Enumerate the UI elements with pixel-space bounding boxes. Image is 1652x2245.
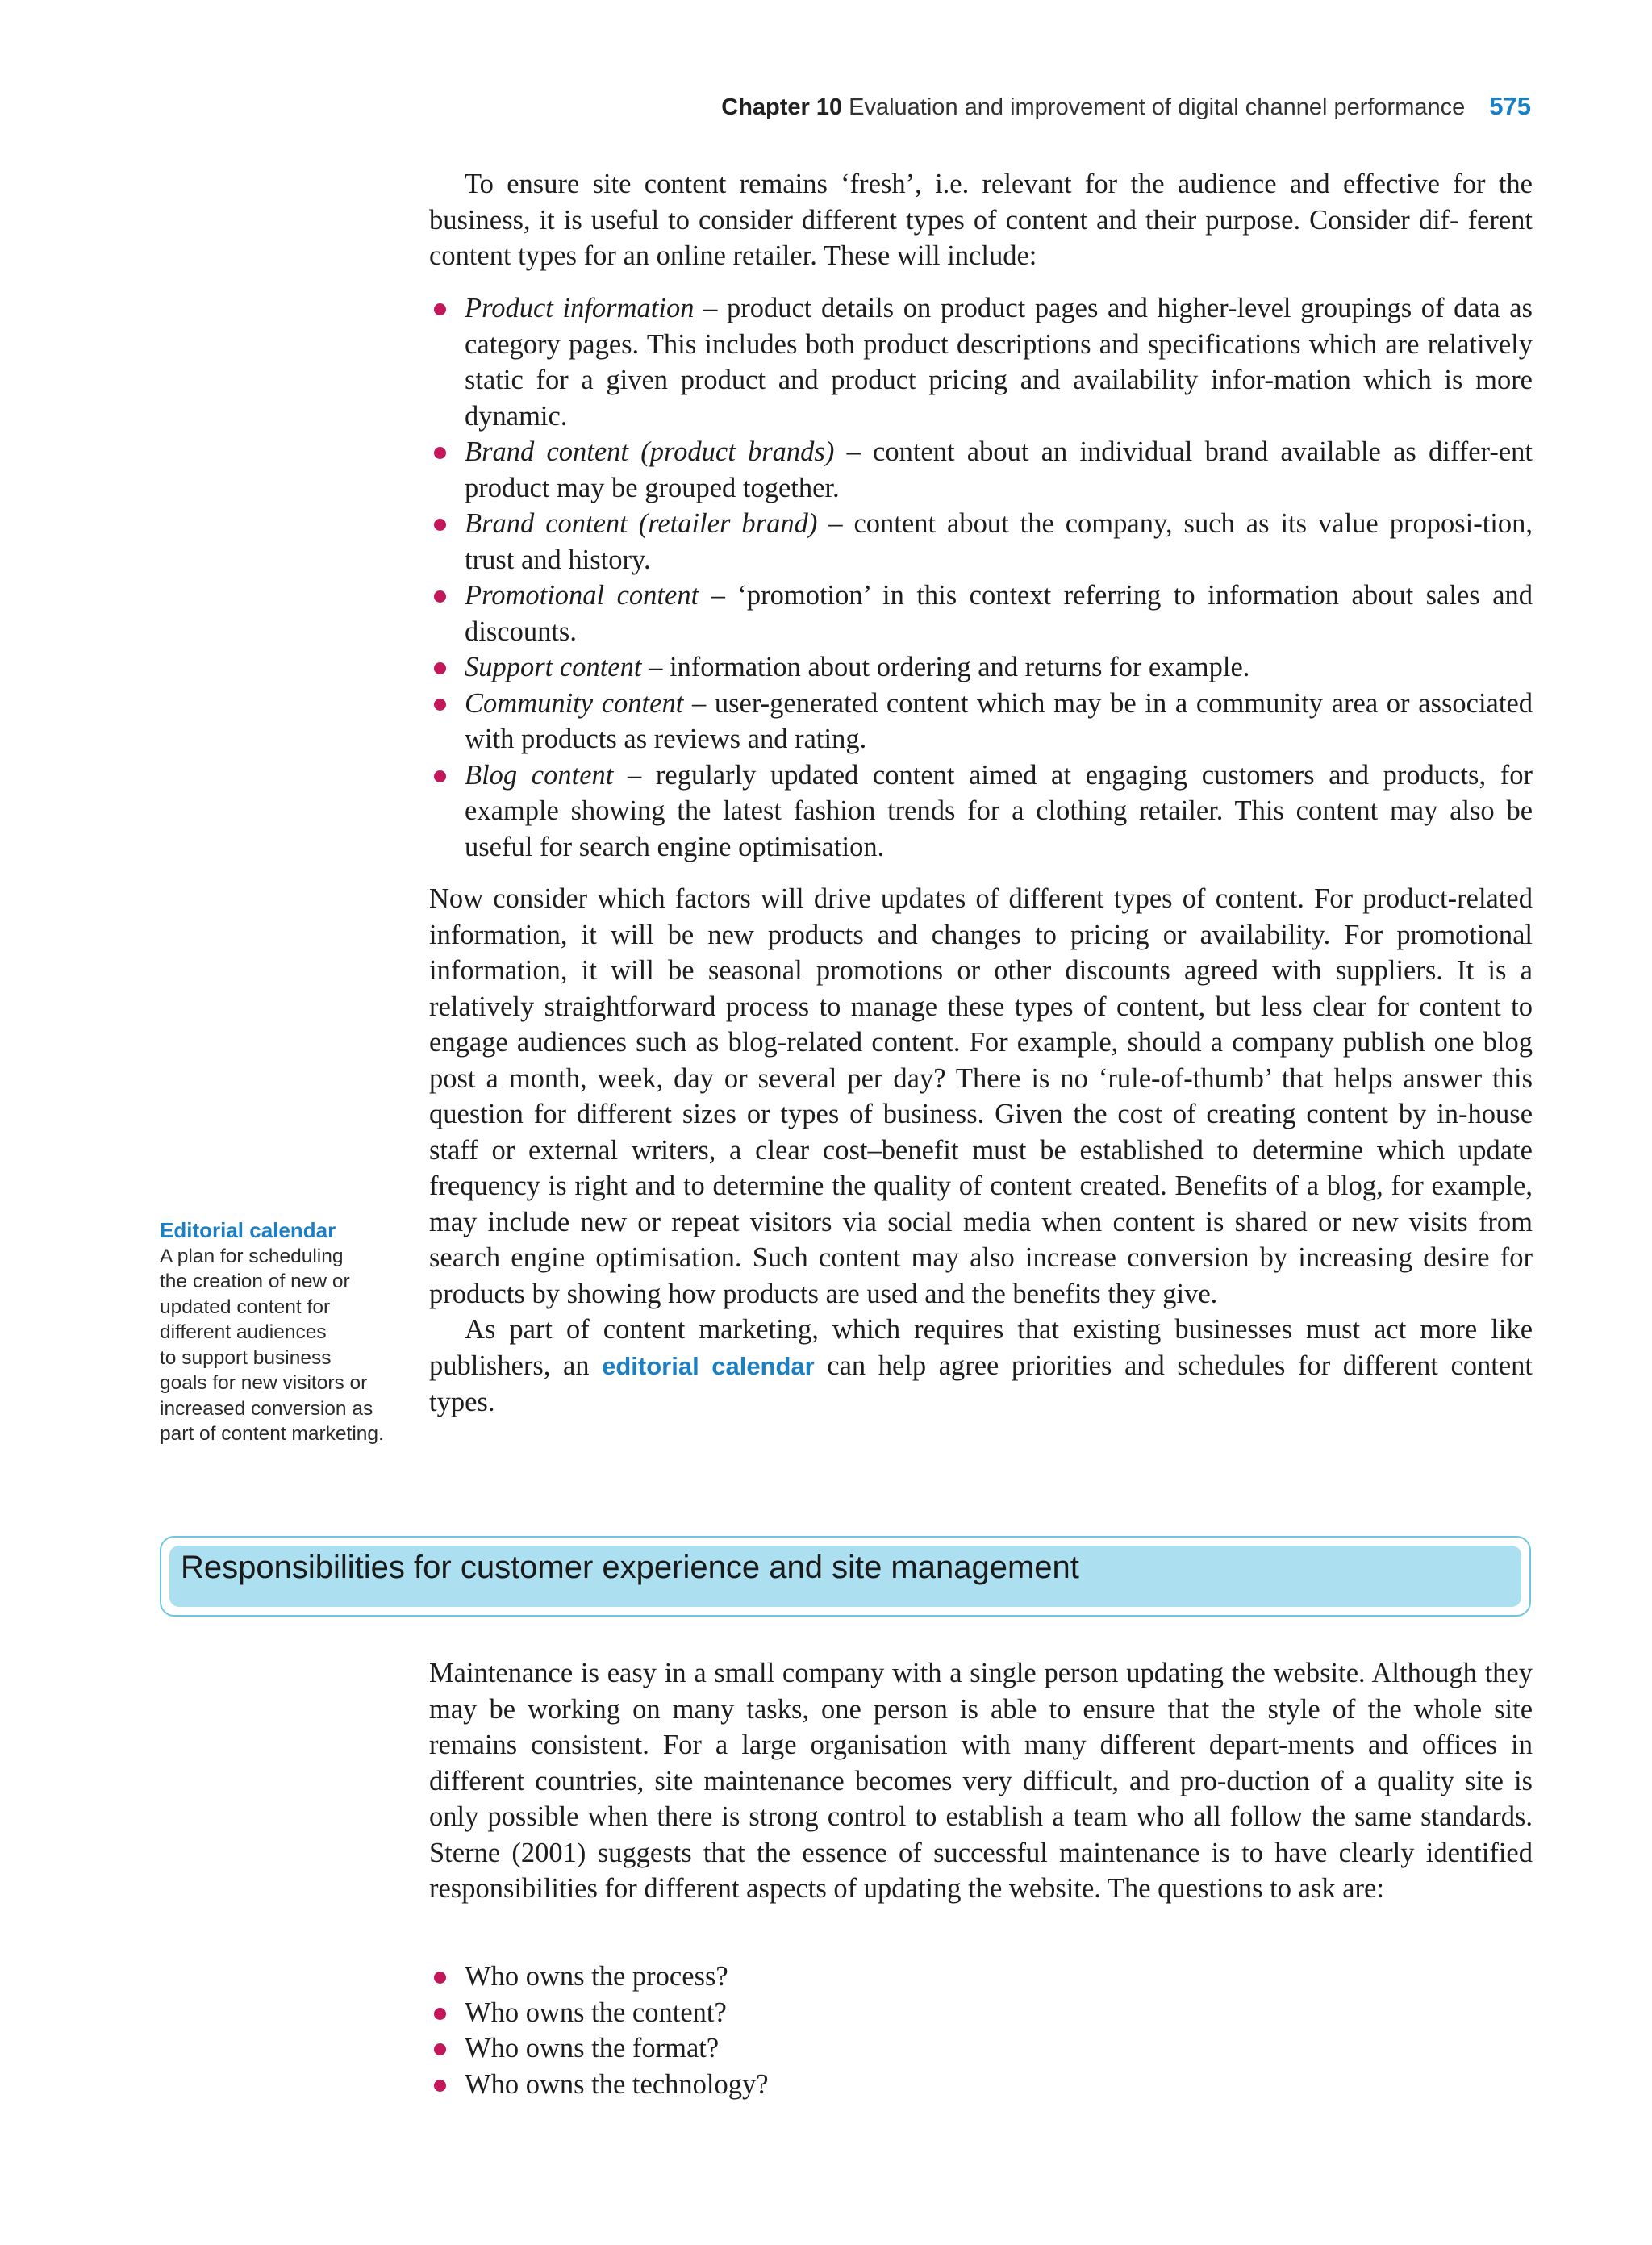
list-item: Support content – information about ordering and returns for example. [429, 649, 1533, 686]
questions-list-wrap [429, 1959, 1533, 2102]
maintenance-paragraph: Maintenance is easy in a small company with a single person updating the website. Although they may be working on many tasks, one person is able to ensure that the style of the whole site remains consistent. For a large organisation with many different depart-ments and offices in different countries, site maintenance becomes very difficult, and pro-duction of a quality site is only possible when there is strong control to establish a team who all follow the same standards. Sterne (2001) suggests that the essence of successful maintenance is to have clearly identified responsibilities for different aspects of updating the website. The questions to ask are: [429, 1658, 1533, 1904]
list-term: Blog content [465, 759, 614, 791]
editorial-calendar-term: editorial calendar [602, 1351, 815, 1380]
questions-list [429, 1959, 1533, 2102]
list-item: Brand content (product brands) – content about an individual brand available as differ-ent product may be grouped together. [429, 434, 1533, 506]
definition-line: part of content marketing. [160, 1423, 384, 1445]
intro-paragraph [429, 166, 1533, 274]
drivers-paragraph: Now consider which factors will drive updates of different types of content. For product-related information, it will be new products and changes to pricing or availability. For promotional information, it will be seasonal promotions or other discounts agreed with suppliers. It is a relatively straightforward process to manage these types of content, but less clear for content to engage audiences such as blog-related content. For example, should a company publish one blog post a month, week, day or several per day? There is no ‘rule-of-thumb’ that helps answer this question for different sizes or types of business. Given the cost of creating content by in-house staff or external writers, a clear cost–benefit must be established to determine which update frequency is right and to determine the quality of content created. Benefits of a blog, for example, may include new or repeat visitors via social media when content is shared or new visits from search engine optimisation. Such content may also increase conversion by increasing desire for products by showing how products are used and the benefits they give. As part of content marketing, which requires that existing businesses must act more like publishers, an editorial calendar can help agree priorities and schedules for different content types. [429, 881, 1533, 1421]
definition-line: A plan for scheduling [160, 1245, 344, 1267]
list-item: Who owns the process? [429, 1959, 1533, 1995]
list-item: Promotional content – ‘promotion’ in this context referring to information about sales and discounts. [429, 578, 1533, 649]
list-item: Brand content (retailer brand) – content about the company, such as its value proposi-tion, trust and history. [429, 506, 1533, 578]
content-types-list [429, 290, 1533, 865]
text-line: business, it is useful to consider different types of content and their purpose. Consider dif- [429, 204, 1459, 236]
list-term: Promotional content [465, 580, 699, 611]
margin-definition [160, 1218, 402, 1447]
chapter-label: Chapter 10 [721, 94, 843, 120]
running-head [721, 92, 1531, 121]
definition-line: different audiences [160, 1321, 327, 1343]
list-item: Product information – product details on product pages and higher-level groupings of data as category pages. This includes both product descriptions and specifications which are relatively static for a given product and product pricing and availability infor-mation which is more dynamic. [429, 290, 1533, 434]
list-term: Brand content (product brands) [465, 436, 835, 467]
section-heading: Responsibilities for customer experience and site management [181, 1550, 1079, 1585]
chapter-title: Evaluation and improvement of digital channel performance [849, 94, 1466, 120]
definition-term: Editorial calendar [160, 1218, 336, 1242]
page-number: 575 [1489, 92, 1531, 120]
list-item: Blog content – regularly updated content aimed at engaging customers and products, for example showing the latest fashion trends for a clothing retailer. This content may also be useful for search engine optimisation. [429, 757, 1533, 866]
list-term: Product information [465, 293, 695, 323]
editorial-paragraph: As part of content marketing, which requires that existing businesses must act more like publishers, an editorial calendar can help agree priorities and schedules for different content types. [429, 1314, 1533, 1417]
definition-line: increased conversion as [160, 1397, 373, 1420]
list-term: Brand content (retailer brand) [465, 508, 818, 539]
list-item: Who owns the content? [429, 1995, 1533, 2031]
list-term: Community content [465, 687, 684, 719]
definition-line: goals for new visitors or [160, 1372, 368, 1394]
list-item: Community content – user-generated content which may be in a community area or associated with products as reviews and rating. [429, 686, 1533, 757]
definition-line: the creation of new or [160, 1271, 350, 1292]
text-line: ferent content types for an online retailer. These will include: [429, 204, 1533, 271]
list-item: Who owns the technology? [429, 2067, 1533, 2103]
section-heading-box [160, 1536, 1531, 1617]
definition-line: updated content for [160, 1296, 331, 1318]
list-item: Who owns the format? [429, 2030, 1533, 2067]
text-line: To ensure site content remains ‘fresh’, i.e. relevant for the audience and effective for the [465, 169, 1533, 199]
definition-line: to support business [160, 1346, 332, 1369]
list-term: Support content [465, 652, 642, 682]
content-types-list-wrap [429, 290, 1533, 865]
